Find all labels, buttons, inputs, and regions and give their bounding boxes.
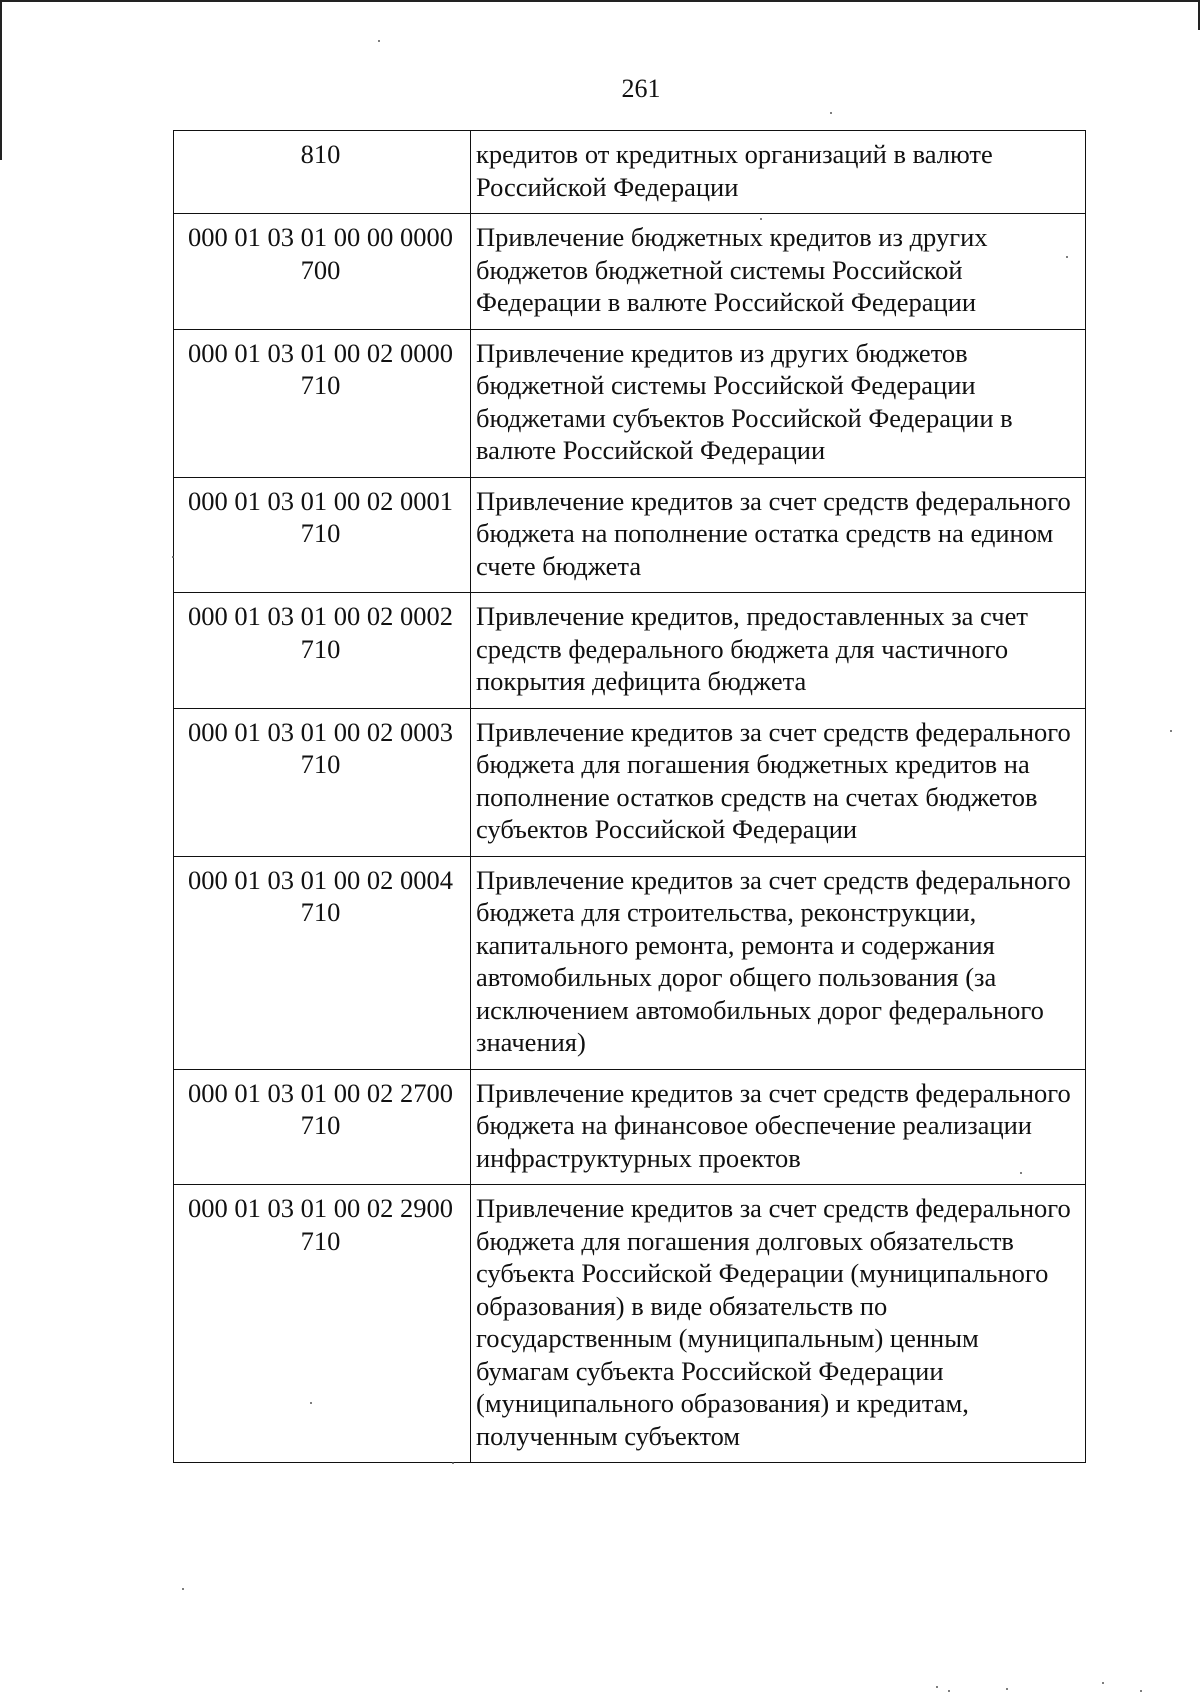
budget-code-cell bbox=[174, 1069, 471, 1185]
table-row bbox=[174, 708, 1086, 856]
description-cell bbox=[471, 856, 1086, 1069]
table-row bbox=[174, 1069, 1086, 1185]
scan-edge-top bbox=[0, 0, 1200, 2]
code-description: Привлечение кредитов из других бюджетов бюджетной системы Российской Федерации бюджетами субъектов Российской Федерации в валюте Российской Федерации bbox=[476, 337, 1013, 465]
budget-code-cell bbox=[174, 593, 471, 709]
description-cell bbox=[471, 329, 1086, 477]
scan-speck bbox=[1006, 1688, 1008, 1690]
scan-speck bbox=[1140, 1690, 1142, 1692]
budget-code: 000 01 03 01 00 02 0001 bbox=[188, 485, 453, 516]
code-description: кредитов от кредитных организаций в валюте Российской Федерации bbox=[476, 139, 993, 202]
scan-speck bbox=[378, 40, 380, 42]
scan-speck bbox=[948, 1690, 950, 1692]
budget-code: 000 01 03 01 00 02 2900 bbox=[188, 1193, 453, 1223]
budget-codes-table bbox=[173, 130, 1086, 1463]
scan-speck bbox=[1102, 1682, 1104, 1684]
table-row bbox=[174, 131, 1086, 214]
budget-code: 000 01 03 01 00 02 0002 bbox=[188, 601, 453, 631]
code-description: Привлечение кредитов, предоставленных за счет средств федерального бюджета для частичного покрытия дефицита бюджета bbox=[476, 601, 1028, 696]
page-number: 261 bbox=[621, 74, 661, 103]
budget-code: 000 01 03 01 00 00 0000 bbox=[188, 222, 453, 252]
description-cell bbox=[471, 214, 1086, 330]
budget-code-suffix: 710 bbox=[300, 1225, 341, 1256]
code-description: Привлечение кредитов за счет средств федерального бюджета на финансовое обеспечение реализации инфраструктурных проектов bbox=[476, 1077, 1071, 1173]
budget-code: 000 01 03 01 00 02 0003 bbox=[188, 716, 453, 747]
budget-code-cell bbox=[174, 477, 471, 593]
budget-code-cell bbox=[174, 214, 471, 330]
budget-code-cell bbox=[174, 329, 471, 477]
scan-speck bbox=[830, 112, 832, 114]
budget-code: 000 01 03 01 00 02 2700 bbox=[188, 1077, 453, 1108]
budget-code-suffix: 710 bbox=[300, 633, 341, 664]
scan-speck bbox=[172, 556, 174, 558]
table-row bbox=[174, 214, 1086, 330]
budget-code-cell bbox=[174, 131, 471, 214]
description-cell bbox=[471, 708, 1086, 856]
scan-speck bbox=[1170, 730, 1172, 732]
budget-code-cell bbox=[174, 856, 471, 1069]
code-description: Привлечение бюджетных кредитов из других бюджетов бюджетной системы Российской Федерации в валюте Российской Федерации bbox=[476, 222, 988, 317]
scan-speck bbox=[310, 1402, 312, 1404]
scan-speck bbox=[1020, 1172, 1022, 1174]
budget-code-suffix: 700 bbox=[300, 254, 341, 285]
budget-code-cell bbox=[174, 708, 471, 856]
budget-code: 000 01 03 01 00 02 0004 bbox=[188, 864, 453, 895]
budget-code: 000 01 03 01 00 02 0000 bbox=[188, 337, 453, 368]
description-cell bbox=[471, 477, 1086, 593]
budget-code-suffix: 710 bbox=[300, 749, 341, 779]
budget-code-cell bbox=[174, 1185, 471, 1463]
budget-code-suffix: 710 bbox=[300, 518, 341, 548]
description-cell bbox=[471, 593, 1086, 709]
table-row bbox=[174, 329, 1086, 477]
scan-speck bbox=[760, 218, 762, 220]
budget-code-suffix: 710 bbox=[300, 370, 341, 400]
table-body bbox=[174, 131, 1086, 1463]
code-description: Привлечение кредитов за счет средств федерального бюджета для погашения долговых обязательств субъекта Российской Федерации (муниципального образования) в виде обязательств по государственным (муниципальным) ценным бумагам субъекта Российской Федерации (муниципального образования) и кредитам, полученным субъектом bbox=[476, 1193, 1071, 1451]
budget-code-suffix: 710 bbox=[300, 897, 341, 927]
scan-speck bbox=[936, 1686, 938, 1688]
description-cell bbox=[471, 131, 1086, 214]
description-cell bbox=[471, 1069, 1086, 1185]
scan-speck bbox=[1066, 256, 1068, 258]
code-description: Привлечение кредитов за счет средств федерального бюджета для погашения бюджетных кредитов на пополнение остатков средств на счетах бюджетов субъектов Российской Федерации bbox=[476, 716, 1071, 844]
budget-code-suffix: 710 bbox=[300, 1110, 341, 1140]
table-row bbox=[174, 856, 1086, 1069]
budget-code: 810 bbox=[300, 139, 341, 169]
scan-speck bbox=[182, 1588, 184, 1590]
code-description: Привлечение кредитов за счет средств федерального бюджета для строительства, реконструкции, капитального ремонта, ремонта и содержания автомобильных дорог общего пользования (за исключением автомобильных дорог федерального значения) bbox=[476, 864, 1071, 1057]
table-row bbox=[174, 1185, 1086, 1463]
description-cell bbox=[471, 1185, 1086, 1463]
code-description: Привлечение кредитов за счет средств федерального бюджета на пополнение остатка средств на едином счете бюджета bbox=[476, 485, 1071, 581]
scan-speck bbox=[452, 1462, 454, 1464]
table-row bbox=[174, 477, 1086, 593]
table-row bbox=[174, 593, 1086, 709]
